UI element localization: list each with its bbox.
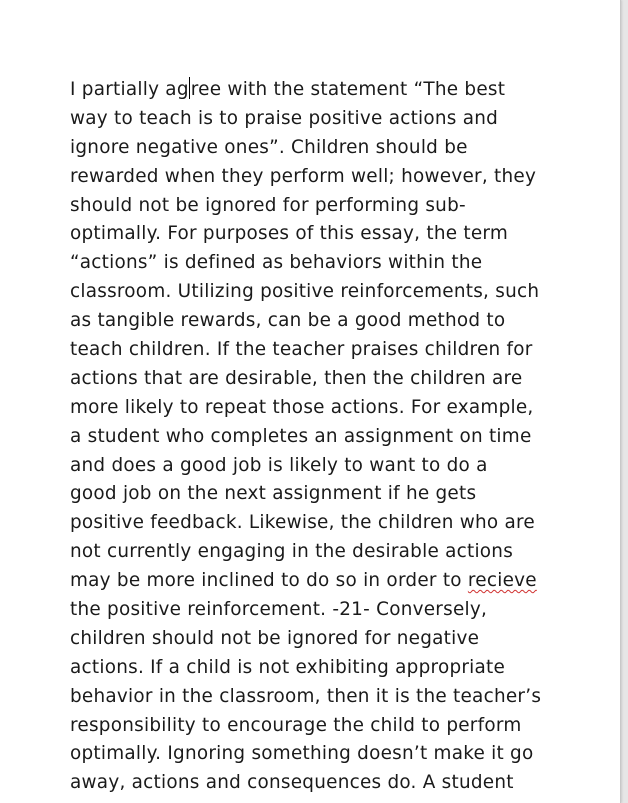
text-line-1[interactable] xyxy=(70,76,560,105)
text-line-21[interactable]: actions. If a child is not exhibiting appropriate xyxy=(70,656,506,678)
text-line-15[interactable]: good job on the next assignment if he gets xyxy=(70,483,477,505)
text-segment[interactable]: may be more inclined to do so in order to xyxy=(70,570,468,592)
text-line-16[interactable]: positive feedback. Likewise, the children who are xyxy=(70,512,536,534)
text-line-3[interactable]: ignore negative ones”. Children should be xyxy=(70,136,468,158)
text-line-14[interactable]: and does a good job is likely to want to do a xyxy=(70,454,488,476)
misspelled-word[interactable]: recieve xyxy=(467,570,537,592)
text-after-caret[interactable]: ree with the statement “The best xyxy=(190,79,506,100)
text-line-12[interactable]: more likely to repeat those actions. For example, xyxy=(70,396,534,418)
text-before-caret[interactable]: I partially ag xyxy=(70,79,189,100)
text-line-8[interactable]: classroom. Utilizing positive reinforcements, such xyxy=(70,281,540,303)
text-line-2[interactable]: way to teach is to praise positive actions and xyxy=(70,107,499,129)
text-line-11[interactable]: actions that are desirable, then the children are xyxy=(70,367,523,389)
text-line-25[interactable]: away, actions and consequences do. A student xyxy=(70,772,514,794)
text-line-9[interactable]: as tangible rewards, can be a good method to xyxy=(70,310,506,332)
text-line-23[interactable]: responsibility to encourage the child to perform xyxy=(70,714,522,736)
text-line-24[interactable]: optimally. Ignoring something doesn’t make it go xyxy=(70,743,534,765)
text-line-17[interactable]: not currently engaging in the desirable actions xyxy=(70,541,514,563)
text-line-19[interactable]: the positive reinforcement. -21- Conversely, xyxy=(70,599,488,621)
text-line-18[interactable] xyxy=(70,567,560,596)
text-line-4[interactable]: rewarded when they perform well; however, they xyxy=(70,165,537,187)
text-line-10[interactable]: teach children. If the teacher praises children for xyxy=(70,339,533,361)
text-line-6[interactable]: optimally. For purposes of this essay, the term xyxy=(70,223,509,245)
essay-body[interactable] xyxy=(70,76,560,798)
text-line-20[interactable]: children should not be ignored for negative xyxy=(70,627,480,649)
text-line-13[interactable]: a student who completes an assignment on time xyxy=(70,425,532,447)
text-line-22[interactable]: behavior in the classroom, then it is the teacher’s xyxy=(70,685,542,707)
text-line-5[interactable]: should not be ignored for performing sub- xyxy=(70,194,466,216)
text-line-7[interactable]: “actions” is defined as behaviors within the xyxy=(70,252,483,274)
